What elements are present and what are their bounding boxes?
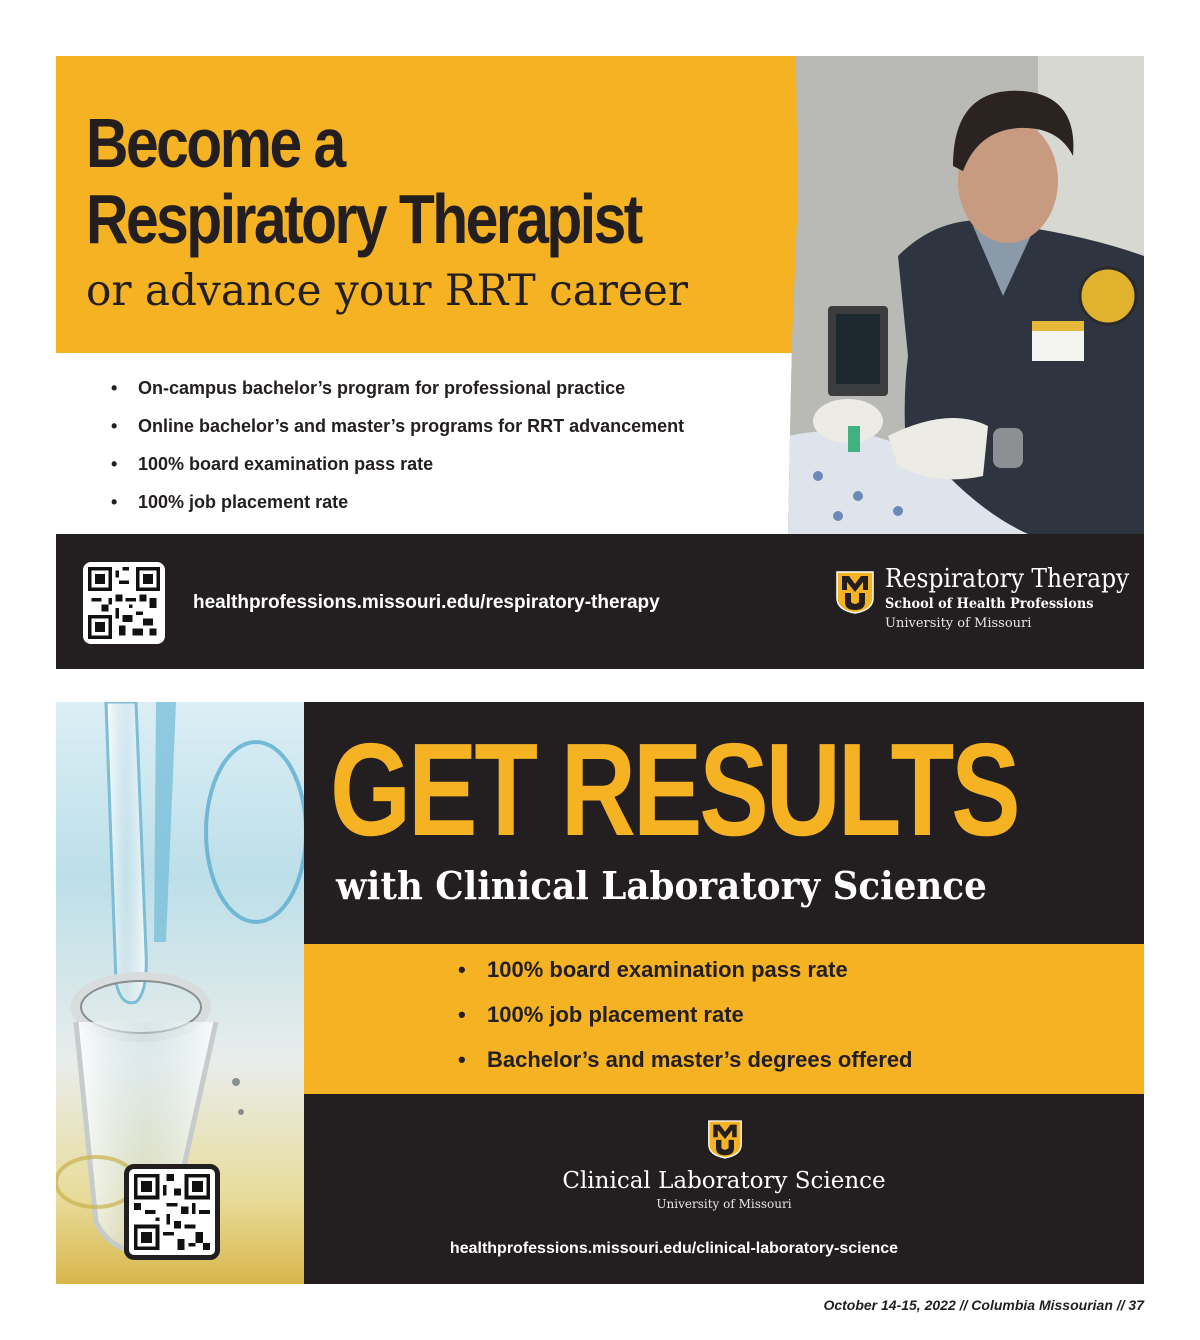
page-footer: October 14-15, 2022 // Columbia Missourian // 37 xyxy=(823,1297,1144,1313)
ad1-brand-school: School of Health Professions xyxy=(885,596,1094,612)
mizzou-logo-icon xyxy=(707,1119,743,1159)
ad1-brand-university: University of Missouri xyxy=(885,616,1032,631)
ad1-headline-panel xyxy=(56,56,798,353)
mizzou-logo-icon xyxy=(835,570,875,614)
list-item: • Bachelor’s and master’s degrees offered xyxy=(458,1046,913,1091)
ad2-benefits-band xyxy=(304,944,1144,1094)
ad1-url-link[interactable]: healthprofessions.missouri.edu/respiratory-therapy xyxy=(193,592,660,613)
qr-code-icon[interactable] xyxy=(83,562,165,644)
ad1-subheadline: or advance your RRT career xyxy=(86,266,688,316)
ad1-benefits-list xyxy=(111,376,684,528)
respiratory-therapist-photo xyxy=(788,56,1144,534)
list-item: • 100% board examination pass rate xyxy=(111,452,684,490)
ad1-headline-line1: Become a xyxy=(86,104,344,182)
ad2-brand-block xyxy=(516,1166,932,1212)
ad2-benefits-list xyxy=(458,956,913,1091)
clinical-lab-science-ad xyxy=(56,702,1144,1284)
ad1-brand-block xyxy=(885,564,1156,634)
list-item: • 100% board examination pass rate xyxy=(458,956,913,1001)
qr-code-icon[interactable] xyxy=(124,1164,220,1260)
ad2-subheadline: with Clinical Laboratory Science xyxy=(336,863,987,908)
ad1-headline-line2: Respiratory Therapist xyxy=(86,180,641,258)
ad2-url-link[interactable]: healthprofessions.missouri.edu/clinical-laboratory-science xyxy=(449,1240,899,1257)
ad2-headline: GET RESULTS xyxy=(330,716,1018,863)
list-item: • 100% job placement rate xyxy=(111,490,684,528)
ad2-brand-university: University of Missouri xyxy=(656,1197,792,1211)
ad1-brand-title: Respiratory Therapy xyxy=(885,564,1130,594)
list-item: • On-campus bachelor’s program for professional practice xyxy=(111,376,684,414)
respiratory-therapist-illustration xyxy=(788,56,1144,534)
list-item: • Online bachelor’s and master’s programs for RRT advancement xyxy=(111,414,684,452)
list-item: • 100% job placement rate xyxy=(458,1001,913,1046)
respiratory-therapy-ad xyxy=(56,56,1144,669)
ad1-footer-bar xyxy=(56,534,1144,669)
ad2-brand-title: Clinical Laboratory Science xyxy=(562,1168,886,1194)
